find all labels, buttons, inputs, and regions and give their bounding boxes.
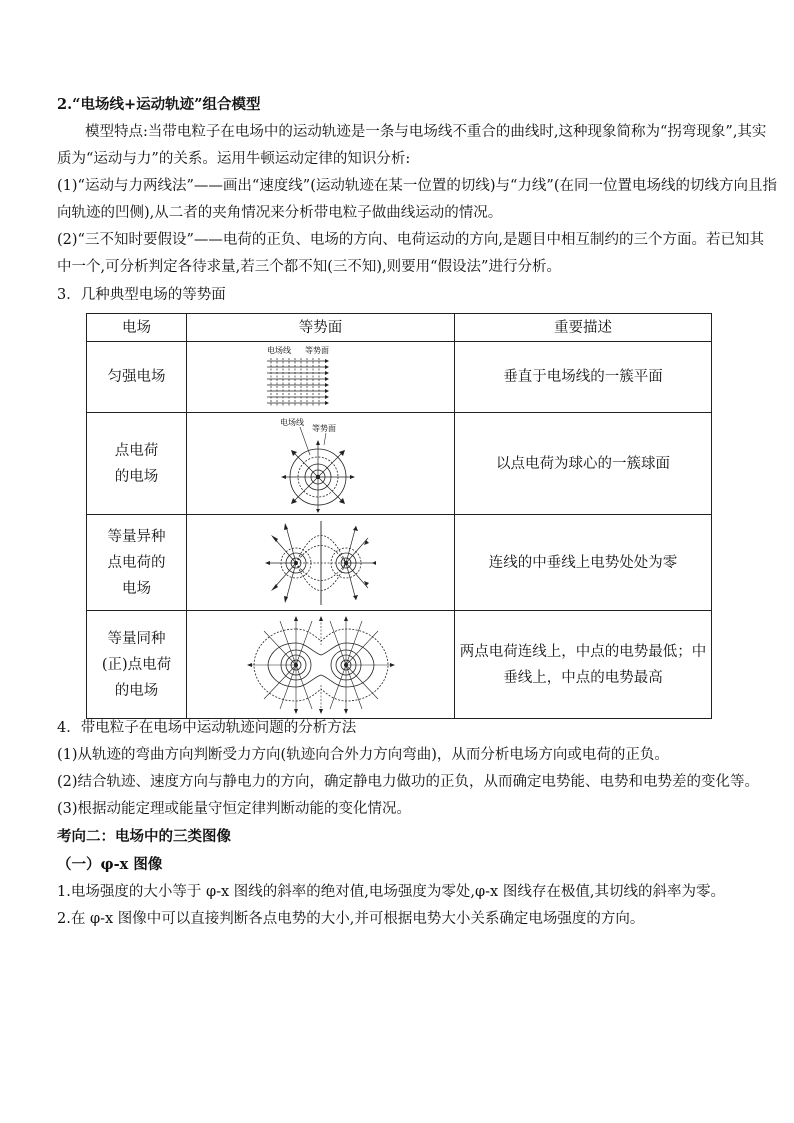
section3-title: 3．几种典型电场的等势面: [57, 287, 226, 303]
table-row: [87, 611, 712, 719]
row-description: 垂直于电场线的一簇平面: [455, 342, 712, 413]
section2-item2-line2: 中一个,可分析判定各待求量,若三个都不知(三不知),则要用“假设法”进行分析。: [57, 259, 561, 275]
point-charge-diagram: [266, 415, 376, 513]
direction2-item-1: 1.电场强度的大小等于 φ-x 图线的斜率的绝对值,电场强度为零处,φ-x 图线存在极值,其切线的斜率为零。: [57, 884, 725, 900]
equipotential-table: [86, 313, 712, 719]
row-description: 连线的中垂线上电势处处为零: [455, 515, 712, 611]
opposite-charges-diagram: [256, 518, 386, 608]
section2-para1-line1: 模型特点:当带电粒子在电场中的运动轨迹是一条与电场线不重合的曲线时,这种现象简称为“拐弯现象”,其实: [85, 124, 767, 140]
point-charge-figure-cell: [187, 413, 455, 515]
table-header-row: [87, 314, 712, 342]
table-row: [87, 413, 712, 515]
uniform-field-figure-cell: [187, 342, 455, 413]
row-description: 以点电荷为球心的一簇球面: [455, 413, 712, 515]
header-description: 重要描述: [455, 314, 712, 342]
section4-item-3: (3)根据动能定理或能量守恒定律判断动能的变化情况。: [57, 801, 412, 817]
section2-title: 2.“电场线+运动轨迹”组合模型: [57, 96, 261, 113]
fig-label-equipotential: 等势面: [304, 346, 329, 355]
fig-label-field-line: 电场线: [279, 417, 304, 427]
uniform-field-diagram: [261, 344, 381, 410]
header-field: 电场: [87, 314, 187, 342]
row-field-name: 等量异种 点电荷的 电场: [87, 515, 187, 611]
direction2-title: 考向二：电场中的三类图像: [57, 828, 231, 845]
opposite-charges-figure-cell: [187, 515, 455, 611]
table-row: [87, 515, 712, 611]
section4-item-1: (1)从轨迹的弯曲方向判断受力方向(轨迹向合外力方向弯曲)，从而分析电场方向或电荷的正负。: [57, 747, 669, 763]
section4-title: 4．带电粒子在电场中运动轨迹问题的分析方法: [57, 720, 357, 736]
section2-item1-line1: (1)“运动与力两线法”——画出“速度线”(运动轨迹在某一位置的切线)与“力线”(在同一位置电场线的切线方向且指: [57, 178, 777, 194]
section4-item-2: (2)结合轨迹、速度方向与静电力的方向，确定静电力做功的正负，从而确定电势能、电势和电势差的变化等。: [57, 774, 760, 790]
direction2-subtitle: （一）φ-x 图像: [57, 856, 163, 873]
row-description: 两点电荷连线上，中点的电势最低；中 垂线上，中点的电势最高: [455, 611, 712, 719]
section2-para1-line2: 质为“运动与力”的关系。运用牛顿运动定律的知识分析:: [57, 151, 411, 167]
section2-item2-line1: (2)“三不知时要假设”——电荷的正负、电场的方向、电荷运动的方向,是题目中相互制约的三个方面。若已知其: [57, 232, 764, 248]
like-charges-figure-cell: [187, 611, 455, 719]
fig-label-equipotential: 等势面: [311, 423, 336, 433]
like-charges-diagram: [246, 615, 396, 715]
section2-item1-line2: 向轨迹的凹侧),从二者的夹角情况来分析带电粒子做曲线运动的情况。: [57, 205, 503, 221]
row-field-name: 匀强电场: [87, 342, 187, 413]
table-row: [87, 342, 712, 413]
row-field-name: 等量同种 (正)点电荷 的电场: [87, 611, 187, 719]
direction2-item-2: 2.在 φ-x 图像中可以直接判断各点电势的大小,并可根据电势大小关系确定电场强度的方向。: [57, 911, 645, 927]
header-equipotential: 等势面: [187, 314, 455, 342]
row-field-name: 点电荷 的电场: [87, 413, 187, 515]
fig-label-field-line: 电场线: [266, 346, 291, 355]
